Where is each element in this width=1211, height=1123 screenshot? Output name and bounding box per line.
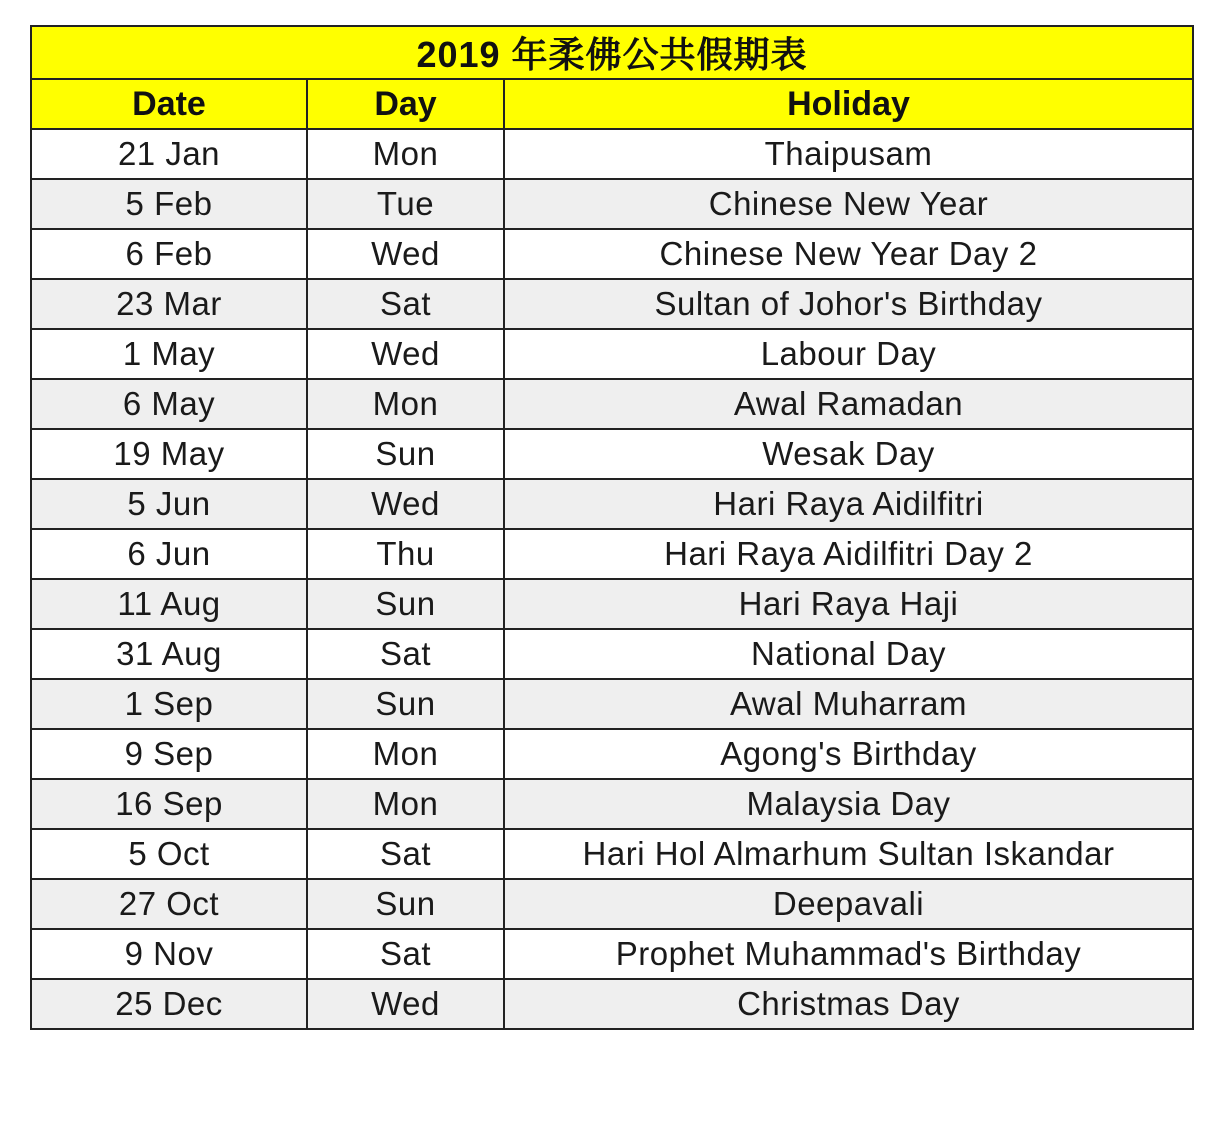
day-cell: Thu <box>307 529 504 579</box>
holiday-cell: Prophet Muhammad's Birthday <box>504 929 1193 979</box>
holiday-cell: Labour Day <box>504 329 1193 379</box>
table-row <box>31 779 1193 829</box>
table-row <box>31 279 1193 329</box>
table-title: 2019 年柔佛公共假期表 <box>31 26 1193 79</box>
holiday-cell: Agong's Birthday <box>504 729 1193 779</box>
table-body <box>31 129 1193 1029</box>
table-row <box>31 729 1193 779</box>
day-cell: Sun <box>307 679 504 729</box>
date-cell: 21 Jan <box>31 129 307 179</box>
date-cell: 5 Jun <box>31 479 307 529</box>
table-row <box>31 429 1193 479</box>
table-row <box>31 229 1193 279</box>
date-cell: 6 May <box>31 379 307 429</box>
holiday-cell: Sultan of Johor's Birthday <box>504 279 1193 329</box>
holiday-cell: National Day <box>504 629 1193 679</box>
day-cell: Sun <box>307 429 504 479</box>
day-cell: Sat <box>307 829 504 879</box>
day-cell: Sat <box>307 629 504 679</box>
day-cell: Mon <box>307 379 504 429</box>
date-cell: 5 Feb <box>31 179 307 229</box>
table-row <box>31 879 1193 929</box>
date-cell: 6 Jun <box>31 529 307 579</box>
date-cell: 6 Feb <box>31 229 307 279</box>
date-cell: 27 Oct <box>31 879 307 929</box>
day-cell: Sat <box>307 929 504 979</box>
holiday-cell: Hari Hol Almarhum Sultan Iskandar <box>504 829 1193 879</box>
day-cell: Tue <box>307 179 504 229</box>
table-row <box>31 579 1193 629</box>
table-row <box>31 379 1193 429</box>
date-cell: 9 Nov <box>31 929 307 979</box>
date-cell: 23 Mar <box>31 279 307 329</box>
holiday-cell: Malaysia Day <box>504 779 1193 829</box>
date-cell: 16 Sep <box>31 779 307 829</box>
date-cell: 11 Aug <box>31 579 307 629</box>
day-cell: Sat <box>307 279 504 329</box>
table-row <box>31 129 1193 179</box>
holiday-cell: Christmas Day <box>504 979 1193 1029</box>
holiday-cell: Wesak Day <box>504 429 1193 479</box>
column-header-holiday: Holiday <box>504 79 1193 129</box>
day-cell: Wed <box>307 979 504 1029</box>
holiday-cell: Hari Raya Aidilfitri Day 2 <box>504 529 1193 579</box>
holiday-table <box>30 25 1194 1030</box>
header-row <box>31 79 1193 129</box>
day-cell: Mon <box>307 129 504 179</box>
table-row <box>31 629 1193 679</box>
table-row <box>31 829 1193 879</box>
holiday-cell: Hari Raya Haji <box>504 579 1193 629</box>
table-row <box>31 329 1193 379</box>
holiday-cell: Chinese New Year Day 2 <box>504 229 1193 279</box>
holiday-cell: Awal Muharram <box>504 679 1193 729</box>
holiday-cell: Chinese New Year <box>504 179 1193 229</box>
holiday-cell: Hari Raya Aidilfitri <box>504 479 1193 529</box>
date-cell: 19 May <box>31 429 307 479</box>
date-cell: 1 Sep <box>31 679 307 729</box>
day-cell: Wed <box>307 229 504 279</box>
table-row <box>31 679 1193 729</box>
date-cell: 9 Sep <box>31 729 307 779</box>
holiday-cell: Awal Ramadan <box>504 379 1193 429</box>
day-cell: Wed <box>307 479 504 529</box>
holiday-cell: Thaipusam <box>504 129 1193 179</box>
day-cell: Mon <box>307 729 504 779</box>
date-cell: 5 Oct <box>31 829 307 879</box>
day-cell: Mon <box>307 779 504 829</box>
table-row <box>31 929 1193 979</box>
date-cell: 1 May <box>31 329 307 379</box>
date-cell: 31 Aug <box>31 629 307 679</box>
holiday-cell: Deepavali <box>504 879 1193 929</box>
table-row <box>31 979 1193 1029</box>
column-header-date: Date <box>31 79 307 129</box>
table-row <box>31 529 1193 579</box>
column-header-day: Day <box>307 79 504 129</box>
date-cell: 25 Dec <box>31 979 307 1029</box>
title-row <box>31 26 1193 79</box>
day-cell: Sun <box>307 879 504 929</box>
table-row <box>31 179 1193 229</box>
table-row <box>31 479 1193 529</box>
day-cell: Wed <box>307 329 504 379</box>
day-cell: Sun <box>307 579 504 629</box>
